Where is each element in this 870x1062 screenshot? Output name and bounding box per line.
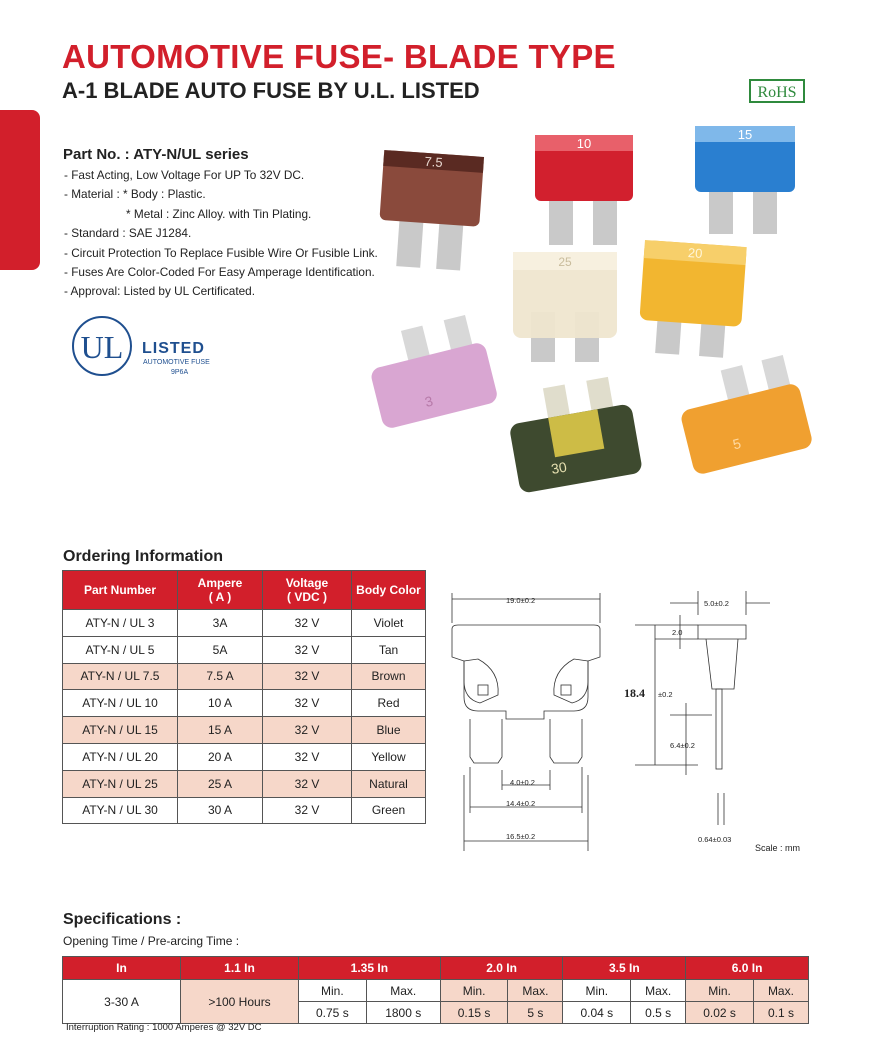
spec-minmax-row: 3-30 A >100 Hours Min. Max. Min. Max. Min. Max. Min. Max.	[63, 980, 809, 1002]
col-part-number: Part Number	[63, 571, 178, 610]
dim-overall-width: 19.0±0.2	[506, 596, 536, 605]
fuse-green-label: 30	[549, 458, 569, 478]
table-row: ATY-N / UL 15 15 A 32 V Blue	[63, 717, 426, 744]
part-number-heading: Part No. : ATY-N/UL series	[63, 146, 249, 163]
fuse-violet-image	[362, 312, 499, 430]
fuse-violet-label: 3	[423, 392, 435, 410]
spec-col-1-35: 1.35 In	[299, 957, 441, 980]
ordering-header-row	[63, 571, 426, 610]
ul-listed-logo	[72, 315, 232, 381]
fuse-yellow-label: 20	[687, 245, 703, 262]
table-row: ATY-N / UL 7.5 7.5 A 32 V Brown	[63, 663, 426, 690]
side-accent-tab	[0, 110, 40, 270]
spec-col-2-0: 2.0 In	[440, 957, 563, 980]
page-title: AUTOMOTIVE FUSE- BLADE TYPE	[62, 38, 616, 75]
page-subtitle: A-1 BLADE AUTO FUSE BY U.L. LISTED	[62, 78, 480, 103]
fuse-red-label: 10	[576, 136, 592, 151]
fuse-natural-label: 25	[558, 255, 572, 269]
spec-hours-cell: >100 Hours	[181, 980, 299, 1024]
interruption-rating-note: Interruption Rating : 1000 Amperes @ 32V DC	[66, 1022, 262, 1033]
dimension-drawing	[440, 585, 815, 855]
ul-mark: UL	[80, 329, 124, 365]
fuse-natural-image	[513, 252, 617, 362]
feature-item: - Standard : SAE J1284.	[64, 226, 192, 241]
ul-listed-text: LISTED	[142, 340, 205, 357]
spec-values-row: 0.75 s 1800 s 0.15 s 5 s 0.04 s 0.5 s 0.02 s 0.1 s	[63, 1002, 809, 1024]
col-body-color: Body Color	[352, 571, 426, 610]
table-row: ATY-N / UL 5 5A 32 V Tan	[63, 636, 426, 663]
dim-total-height: 18.4	[624, 686, 645, 700]
fuse-red-image	[535, 135, 633, 245]
spec-col-1-1: 1.1 In	[181, 957, 299, 980]
dim-outer-span: 16.5±0.2	[506, 832, 536, 841]
ordering-heading: Ordering Information	[63, 548, 223, 565]
table-row: ATY-N / UL 30 30 A 32 V Green	[63, 797, 426, 824]
dim-blade-gap: 4.0±0.2	[510, 778, 535, 787]
feature-item: - Approval: Listed by UL Certificated.	[64, 284, 256, 299]
table-row: ATY-N / UL 25 25 A 32 V Natural	[63, 770, 426, 797]
feature-list	[64, 166, 378, 302]
dim-outer-thickness: 5.0±0.2	[704, 599, 729, 608]
spec-header-row	[63, 957, 809, 980]
window-right-icon	[561, 685, 571, 695]
feature-item: - Circuit Protection To Replace Fusible Wire Or Fusible Link.	[64, 245, 378, 260]
feature-item: - Fast Acting, Low Voltage For UP To 32V DC.	[64, 168, 305, 182]
rohs-badge: RoHS	[749, 79, 805, 103]
spec-col-3-5: 3.5 In	[563, 957, 686, 980]
col-voltage: Voltage ( VDC )	[263, 571, 352, 610]
window-left-icon	[478, 685, 488, 695]
fuse-brown-image	[376, 150, 484, 272]
dim-blade-length: 6.4±0.2	[670, 741, 695, 750]
fuse-tan-image	[672, 353, 814, 476]
feature-item: - Fuses Are Color-Coded For Easy Amperage Identification.	[64, 265, 375, 280]
spec-col-in: In	[63, 957, 181, 980]
specifications-table	[62, 956, 809, 1024]
table-row: ATY-N / UL 20 20 A 32 V Yellow	[63, 743, 426, 770]
table-row: ATY-N / UL 3 3A 32 V Violet	[63, 610, 426, 637]
dim-blade-thickness: 0.64±0.03	[698, 835, 732, 844]
scale-note: Scale : mm	[755, 843, 801, 853]
dim-inner-span: 14.4±0.2	[506, 799, 536, 808]
feature-item: - Material : * Body : Plastic.	[64, 187, 206, 202]
spec-col-6-0: 6.0 In	[686, 957, 809, 980]
fuse-blue-label: 15	[737, 127, 753, 142]
fuse-product-photos	[355, 120, 815, 510]
ordering-table	[62, 570, 426, 824]
specifications-subheading: Opening Time / Pre-arcing Time :	[63, 934, 240, 948]
fuse-blue-image	[695, 126, 795, 234]
fuse-brown-label: 7.5	[424, 153, 444, 171]
table-row: ATY-N / UL 10 10 A 32 V Red	[63, 690, 426, 717]
col-ampere: Ampere ( A )	[178, 571, 263, 610]
fuse-side-outline	[698, 625, 746, 639]
dim-top-height: 2.0	[672, 628, 683, 637]
specifications-heading: Specifications :	[63, 911, 182, 928]
fuse-front-outline	[452, 625, 600, 719]
fuse-tan-label: 5	[731, 435, 743, 453]
dim-total-height-tol: ±0.2	[658, 690, 673, 699]
ul-listed-line2: 9P6A	[171, 369, 189, 376]
spec-range-cell: 3-30 A	[63, 980, 181, 1024]
feature-item: * Metal : Zinc Alloy. with Tin Plating.	[126, 206, 312, 221]
fuse-yellow-image	[637, 240, 747, 359]
fuse-green-image	[504, 374, 643, 494]
ul-listed-line1: AUTOMOTIVE FUSE	[143, 359, 210, 366]
